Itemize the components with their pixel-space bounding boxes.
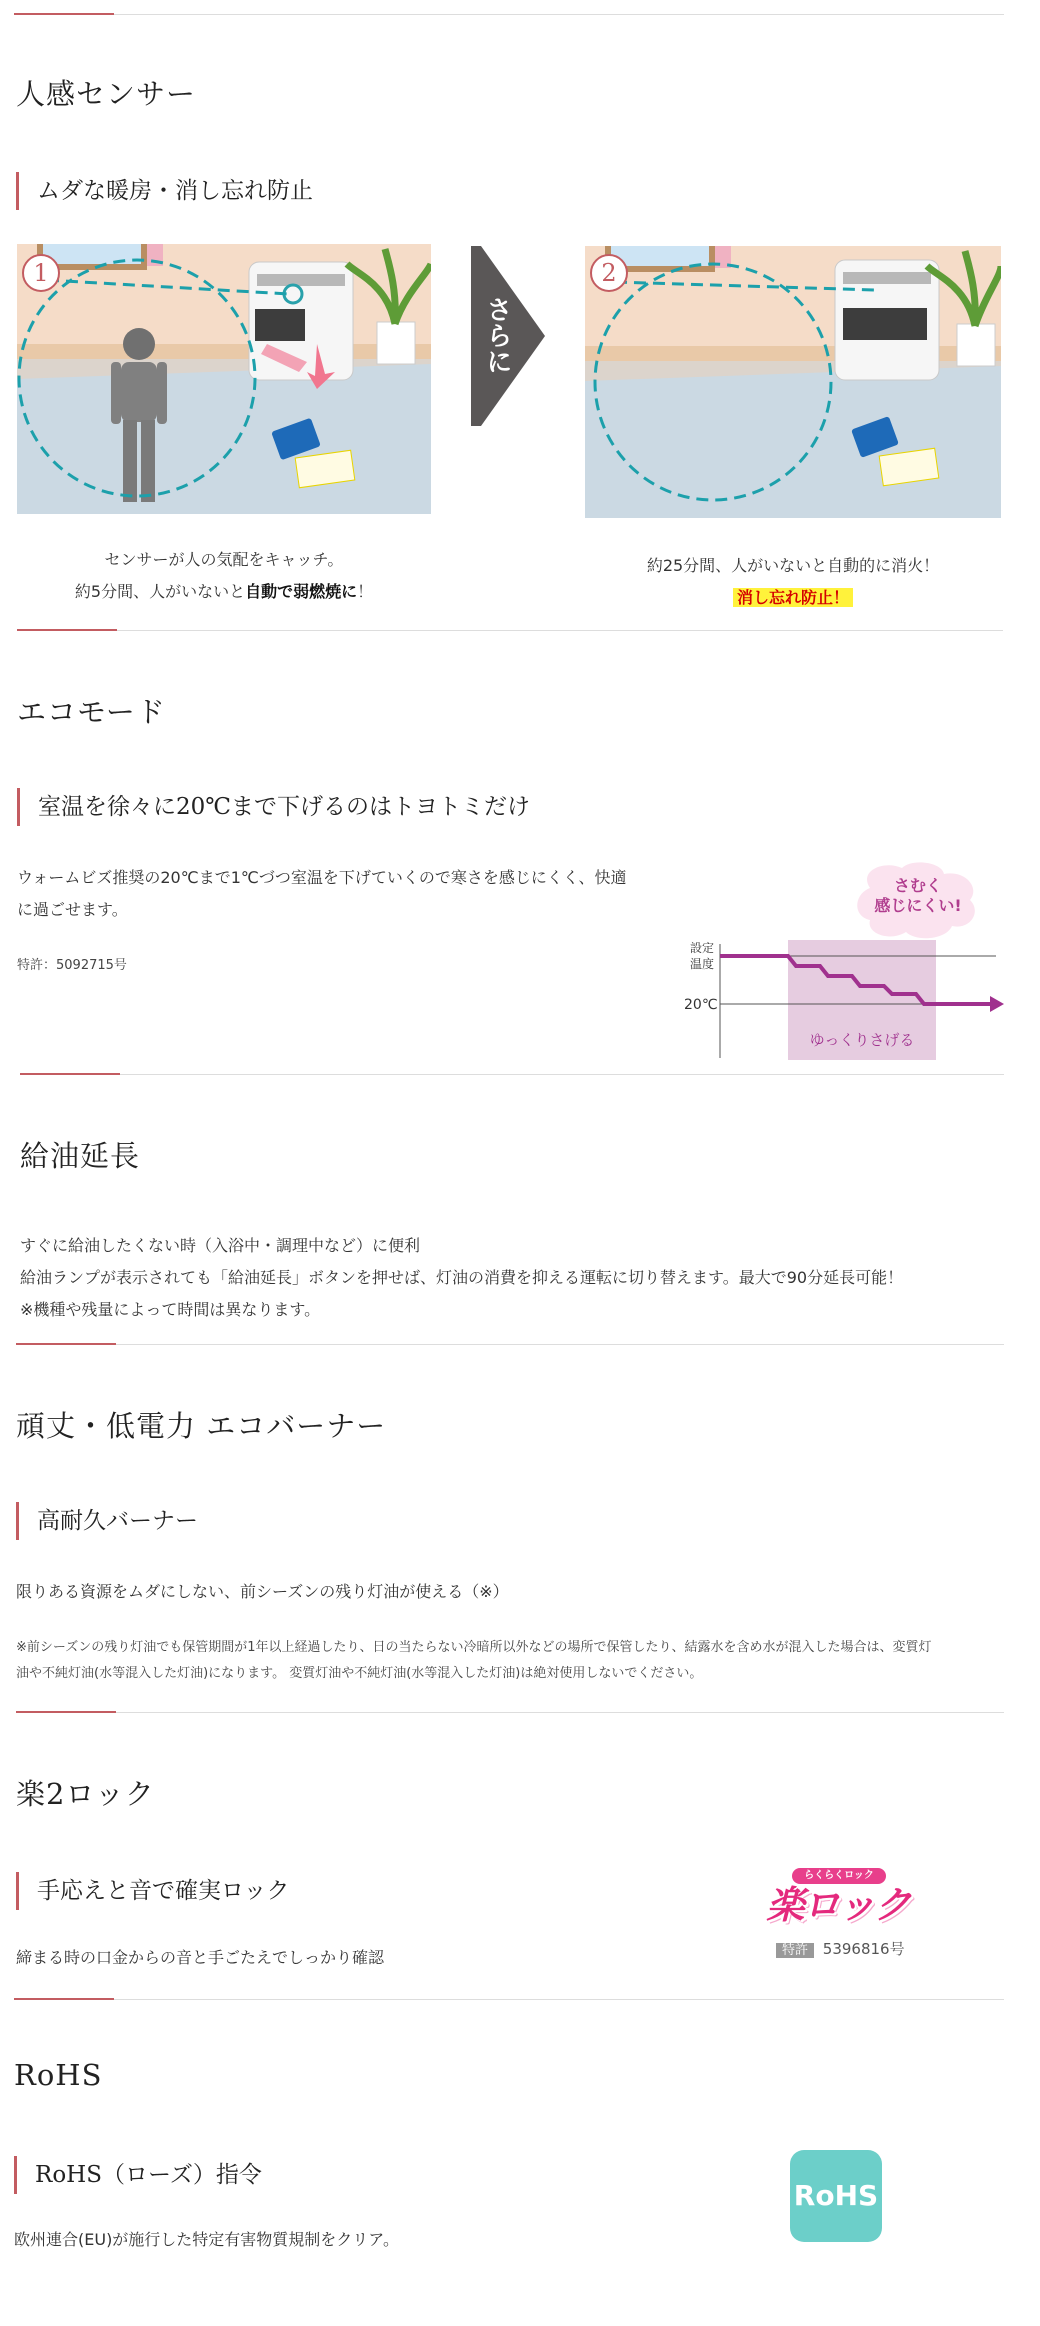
divider-accent [14,13,114,15]
eco-graph-label-20: 20℃ [684,997,718,1013]
eco-bubble-line-1: さむく [893,876,942,895]
caption-1-pre: 約5分間、人がいないと [74,582,246,601]
burner-note-line-1: ※前シーズンの残り灯油でも保管期間が1年以上経過したり、日の当たらない冷暗所以外などの場所で保管したり、結露水を含め水が混入した場合は、変質灯 [16,1640,932,1655]
divider-accent [17,629,117,631]
sensor-illustration-1 [17,244,431,514]
rohs-logo-text: RoHS [793,2179,879,2212]
section-subtitle-eco: 室温を徐々に20℃まで下げるのはトヨトミだけ [17,788,530,826]
section-subtitle-rohs: RoHS（ローズ）指令 [14,2156,262,2194]
divider-accent [14,1998,114,2000]
lock-patent-label: 特許 [776,1943,814,1958]
lock-patent-row [776,1938,905,1962]
next-arrow-label: さらに [482,296,512,374]
divider-accent [16,1343,116,1345]
section-subtitle-sensor: ムダな暖房・消し忘れ防止 [16,172,313,210]
divider [17,630,1003,631]
divider-accent [20,1073,120,1075]
divider [14,14,1004,15]
divider [20,1074,1004,1075]
caption-1-bold: 自動で弱燃焼に [245,582,358,601]
eco-graph-label-set-2: 温度 [690,957,715,971]
burner-note-line-2: 油や不純灯油(水等混入した灯油)になります。 変質灯油や不純灯油(水等混入した灯油)は絶対使用しないでください。 [16,1666,703,1681]
refuel-line-3: ※機種や残量によって時間は異なります。 [20,1300,321,1319]
eco-bubble-line-2: 感じにくい! [874,896,962,915]
eco-patent: 特許：5092715号 [17,958,127,973]
divider [14,1999,1004,2000]
caption-1-post: ！ [357,582,374,601]
section-subtitle-lock: 手応えと音で確実ロック [16,1872,290,1910]
caption-1-line-2 [17,576,431,608]
lock-patent-number: 5396816号 [822,1940,905,1958]
divider [16,1712,1004,1713]
divider [16,1344,1004,1345]
eco-body-line-2: に過ごせます。 [17,900,128,919]
step-badge-1: 1 [22,254,60,292]
section-title-burner: 頑丈・低電力 エコバーナー [16,1409,387,1443]
raku-lock-logo [760,1868,916,1930]
caption-1-line-1: センサーが人の気配をキャッチ。 [104,550,344,569]
divider-accent [16,1711,116,1713]
caption-2-highlight-row [585,585,1001,611]
section-title-eco: エコモード [17,695,166,729]
caption-2-line-1: 約25分間、人がいないと自動的に消火！ [646,556,940,575]
section-title-lock: 楽2ロック [16,1777,155,1811]
refuel-line-2: 給油ランプが表示されても「給油延長」ボタンを押せば、灯油の消費を抑える運転に切り替えます。最大で90分延長可能！ [20,1268,904,1287]
caption-2-highlight: 消し忘れ防止！ [733,588,853,607]
rohs-body: 欧州連合(EU)が施行した特定有害物質規制をクリア。 [14,2230,400,2249]
rohs-logo [790,2150,882,2242]
eco-graph-band-label: ゆっくりさげる [809,1031,915,1049]
section-title-rohs: RoHS [14,2058,103,2092]
eco-body-line-1: ウォームビズ推奨の20℃まで1℃づつ室温を下げていくので寒さを感じにくく、快適 [17,868,627,887]
step-badge-2: 2 [590,254,628,292]
section-subtitle-burner: 高耐久バーナー [16,1502,198,1540]
lock-body: 締まる時の口金からの音と手ごたえでしっかり確認 [16,1948,385,1967]
raku-lock-logo-small: らくらくロック [804,1870,874,1881]
section-title-sensor: 人感センサー [16,77,197,111]
eco-graph-label-set-1: 設定 [690,941,715,955]
refuel-line-1: すぐに給油したくない時（入浴中・調理中など）に便利 [20,1236,421,1255]
raku-lock-logo-text: 楽ロック [766,1883,910,1927]
sensor-illustration-2 [585,246,1001,518]
burner-body: 限りある資源をムダにしない、前シーズンの残り灯油が使える（※） [16,1582,509,1601]
section-title-refuel: 給油延長 [20,1139,141,1173]
